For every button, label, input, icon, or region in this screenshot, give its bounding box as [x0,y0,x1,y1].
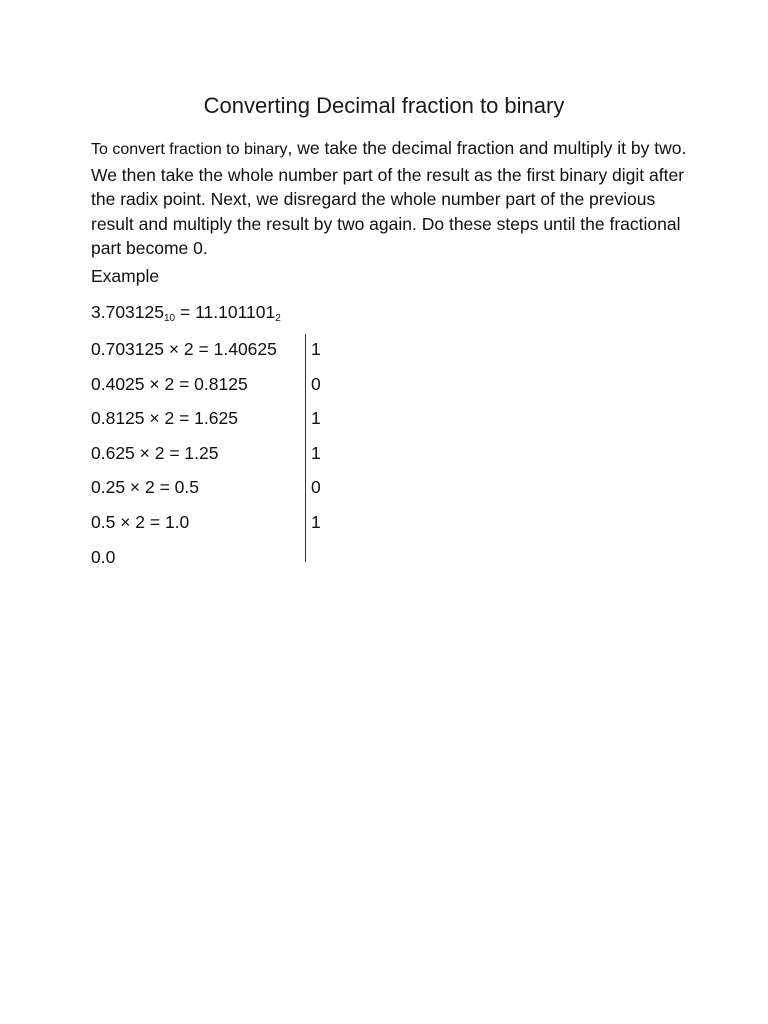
step-row [91,337,411,372]
step-bit: 0 [311,373,321,394]
step-row [91,372,411,407]
binary-base: 2 [275,313,281,324]
step-row [91,406,411,441]
step-expression: 0.25 × 2 = 0.5 [91,477,200,498]
step-bit: 1 [311,339,321,359]
step-expression: 0.5 × 2 = 1.0 [91,511,190,532]
equals-sign: = [175,302,196,322]
conversion-equation [91,302,281,324]
binary-value: 11.101101 [195,302,276,322]
step-row [91,441,411,476]
step-bit: 0 [311,477,321,498]
step-bit: 1 [311,511,321,532]
intro-rest: , we take the decimal fraction and multiply it by two. We then take the whole number part of the result as the first binary digit after the radix point. Next, we disregard the whole number part of the previous result and multiply the result by two again. Do these steps until the fractional part become 0. [91,138,687,258]
decimal-value: 3.703125 [91,302,164,322]
step-bit: 1 [311,408,321,429]
step-bit: 1 [311,442,321,463]
step-expression: 0.8125 × 2 = 1.625 [91,408,238,429]
page-title: Converting Decimal fraction to binary [203,93,565,118]
step-expression: 0.703125 × 2 = 1.40625 [91,339,277,359]
steps-list [91,337,411,579]
step-row [91,545,411,580]
step-expression: 0.4025 × 2 = 0.8125 [91,373,248,394]
intro-lead: To convert fraction to binary [91,141,288,158]
example-label: Example [91,266,160,286]
step-expression: 0.625 × 2 = 1.25 [91,442,219,463]
decimal-base: 10 [164,313,176,324]
intro-paragraph [91,136,691,261]
step-row [91,510,411,545]
step-expression: 0.0 [91,546,116,567]
step-row [91,475,411,510]
bit-column-divider [305,334,306,562]
